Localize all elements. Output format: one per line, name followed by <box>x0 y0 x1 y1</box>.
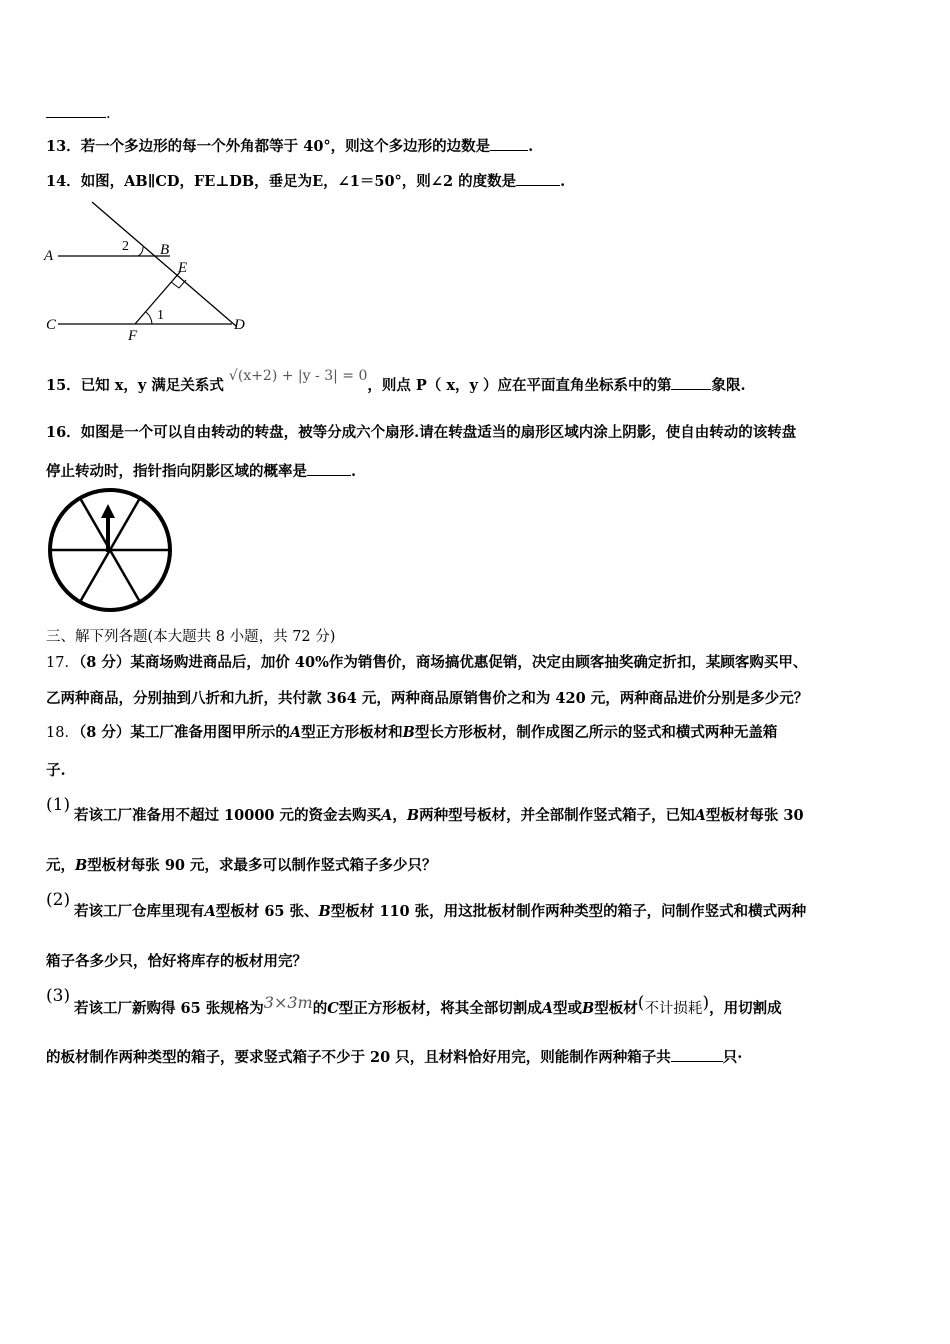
question-13: 13．若一个多边形的每一个外角都等于 40°，则这个多边形的边数是 . <box>46 138 534 155</box>
figure-16-spinner <box>44 488 178 614</box>
section-3-heading: 三、解下列各题(本大题共 8 小题，共 72 分) <box>46 629 336 645</box>
label-b: B <box>160 242 170 258</box>
label-c: C <box>46 317 57 333</box>
question-17-line2: 乙两种商品，分别抽到八折和九折，共付款 364 元，两种商品原销售价之和为 420 元，两种商品进价分别是多少元？ <box>46 690 809 707</box>
question-18-line1: 18．（8 分）某工厂准备用图甲所示的A型正方形板材和B型长方形板材，制作成图乙所示的竖式和横式两种无盖箱 <box>46 724 778 741</box>
label-e: E <box>178 260 188 276</box>
question-17-line1: 17．（8 分）某商场购进商品后，加价 40%作为销售价，商场搞优惠促销，决定由顾客抽奖确定折扣，某顾客购买甲、 <box>46 654 808 671</box>
part-2-label: (2) <box>46 890 71 910</box>
part-2-line2: 箱子各多少只，恰好将库存的板材用完？ <box>46 953 307 970</box>
label-a: A <box>44 248 54 264</box>
part-2-line1: 若该工厂仓库里现有A型板材 65 张、B型板材 110 张，用这批板材制作两种类型的箱子，问制作竖式和横式两种 <box>74 903 807 920</box>
label-f: F <box>128 328 138 344</box>
figure-14-parallel-lines <box>40 198 260 348</box>
question-16-line2: 停止转动时，指针指向阴影区域的概率是 . <box>46 463 357 480</box>
line-bd <box>92 202 236 326</box>
angle-2-arc <box>138 247 143 256</box>
question-18-line2: 子. <box>46 762 66 779</box>
dimension-3x3m: 3×3m <box>263 993 313 1012</box>
angle-1-arc <box>146 312 152 324</box>
question-16-line1: 16．如图是一个可以自由转动的转盘，被等分成六个扇形.请在转盘适当的扇形区域内涂上阴影，使自由转动的该转盘 <box>46 424 797 441</box>
part-3-label: (3) <box>46 986 71 1006</box>
part-1-line1: 若该工厂准备用不超过 10000 元的资金去购买A，B两种型号板材，并全部制作竖式箱子，已知A型板材每张 30 <box>74 807 804 824</box>
part-3-line1: 若该工厂新购得 65 张规格为3×3m的C型正方形板材，将其全部切割成A型或B型板材(不计损耗)，用切割成 <box>74 993 782 1017</box>
part-1-label: (1) <box>46 795 71 815</box>
top-answer-blank: . <box>46 103 111 124</box>
label-angle-1: 1 <box>157 308 164 323</box>
label-d: D <box>234 317 245 333</box>
question-15: 15．已知 x，y 满足关系式 √(x+2) + |y - 3| = 0，则点 P（ x，y ）应在平面直角坐标系中的第 象限. <box>46 368 746 394</box>
label-angle-2: 2 <box>122 239 129 254</box>
spinner-pointer-head <box>101 504 115 518</box>
part-1-line2: 元，B型板材每张 90 元，求最多可以制作竖式箱子多少只？ <box>46 857 437 874</box>
part-3-line2: 的板材制作两种类型的箱子，要求竖式箱子不少于 20 只，且材料恰好用完，则能制作两种箱子共 只· <box>46 1049 743 1066</box>
equation-q15: √(x+2) + |y - 3| = 0 <box>228 368 368 384</box>
question-14: 14．如图，AB∥CD，FE⊥DB，垂足为E，∠1＝50°，则∠2 的度数是 . <box>46 173 566 190</box>
